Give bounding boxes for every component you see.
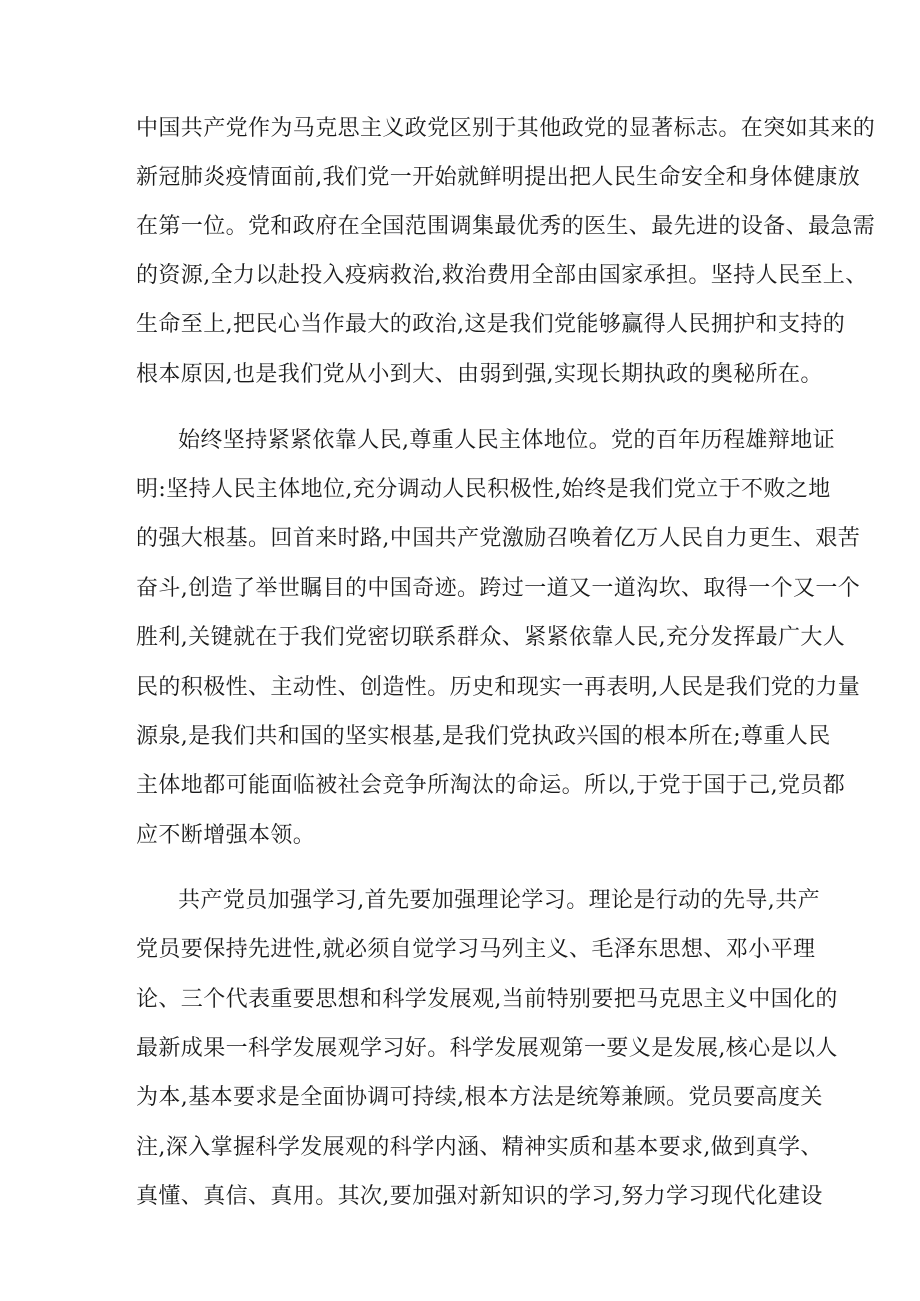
text-line: 根本原因,也是我们党从小到大、由弱到强,实现长期执政的奥秘所在。	[136, 362, 823, 387]
text-line: 始终坚持紧紧依靠人民,尊重人民主体地位。党的百年历程雄辩地证	[178, 428, 835, 453]
text-line: 在第一位。党和政府在全国范围调集最优秀的医生、最先进的设备、最急需	[136, 214, 876, 239]
text-line: 生命至上,把民心当作最大的政治,这是我们党能够赢得人民拥护和支持的	[136, 312, 846, 337]
text-line: 中国共产党作为马克思主义政党区别于其他政党的显著标志。在突如其来的	[136, 116, 876, 141]
text-line: 应不断增强本领。	[136, 823, 316, 848]
text-line: 党员要保持先进性,就必须自觉学习马列主义、毛泽东思想、邓小平理	[136, 937, 816, 962]
text-line: 的强大根基。回首来时路,中国共产党激励召唤着亿万人民自力更生、艰苦	[136, 526, 861, 551]
text-line: 新冠肺炎疫情面前,我们党一开始就鲜明提出把人民生命安全和身体健康放	[136, 165, 861, 190]
text-line: 最新成果一科学发展观学习好。科学发展观第一要义是发展,核心是以人	[136, 1036, 838, 1061]
text-line: 奋斗,创造了举世瞩目的中国奇迹。跨过一道又一道沟坎、取得一个又一个	[136, 576, 861, 601]
text-line: 明:坚持人民主体地位,充分调动人民积极性,始终是我们党立于不败之地	[136, 477, 831, 502]
text-line: 主体地都可能面临被社会竞争所淘汰的命运。所以,于党于国于己,党员都	[136, 773, 846, 798]
text-line: 民的积极性、主动性、创造性。历史和现实一再表明,人民是我们党的力量	[136, 675, 861, 700]
text-line: 为本,基本要求是全面协调可持续,根本方法是统筹兼顾。党员要高度关	[136, 1085, 823, 1110]
text-line: 论、三个代表重要思想和科学发展观,当前特别要把马克思主义中国化的	[136, 987, 838, 1012]
text-line: 源泉,是我们共和国的坚实根基,是我们党执政兴国的根本所在;尊重人民	[136, 724, 831, 749]
text-line: 的资源,全力以赴投入疫病救治,救治费用全部由国家承担。坚持人民至上、	[136, 263, 868, 288]
text-line: 注,深入掌握科学发展观的科学内涵、精神实质和基本要求,做到真学、	[136, 1135, 823, 1160]
text-line: 共产党员加强学习,首先要加强理论学习。理论是行动的先导,共产	[178, 888, 820, 913]
text-line: 胜利,关键就在于我们党密切联系群众、紧紧依靠人民,充分发挥最广大人	[136, 625, 846, 650]
text-line: 真懂、真信、真用。其次,要加强对新知识的学习,努力学习现代化建设	[136, 1184, 823, 1209]
